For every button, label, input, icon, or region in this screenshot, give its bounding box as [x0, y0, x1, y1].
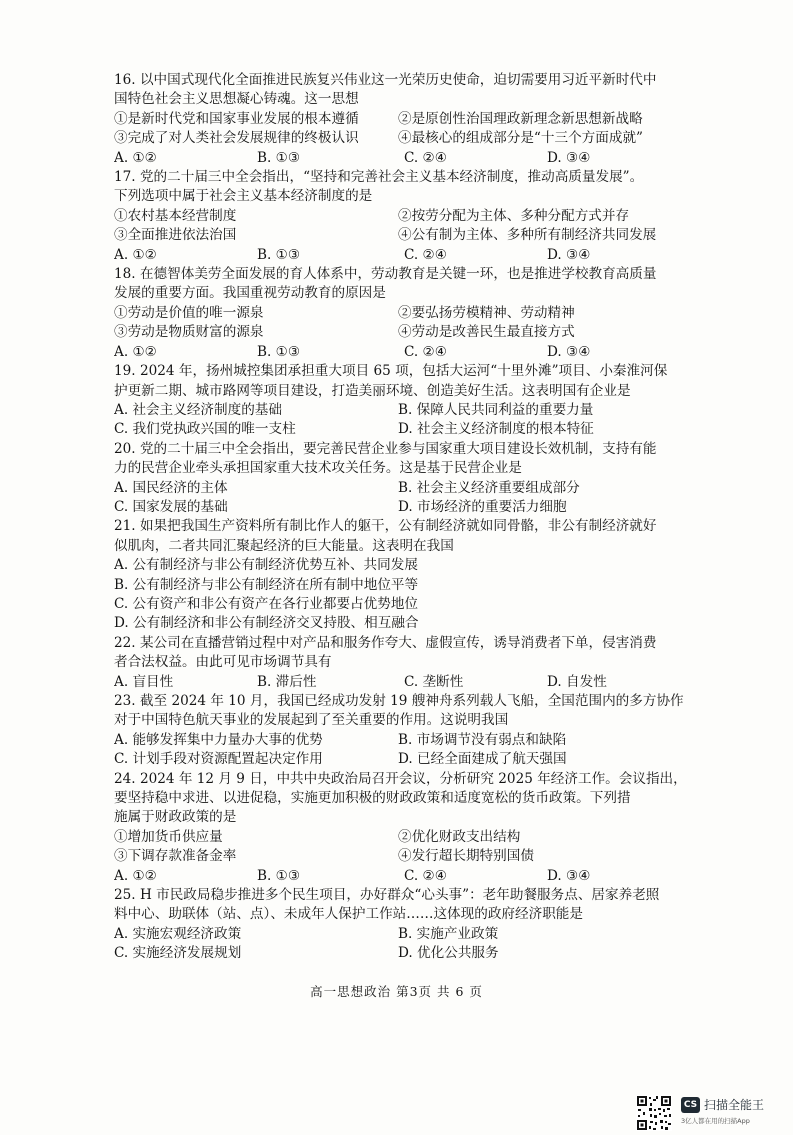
page-footer: 高一思想政治 第3页 共 6 页 [310, 984, 483, 999]
question-stem-continued: 者合法权益。由此可见市场调节具有 [114, 654, 332, 671]
options-group [114, 479, 686, 518]
answer-option: A. 社会主义经济制度的基础 [114, 401, 282, 418]
answer-option: D. 公有制经济和非公有制经济交叉持股、相互融合 [114, 615, 419, 632]
answer-option: C. ②④ [404, 246, 447, 263]
options-group [114, 867, 686, 886]
question-stem: 22. 某公司在直播营销过程中对产品和服务作夸大、虚假宣传，诱导消费者下单，侵害消费 [114, 634, 657, 651]
answer-option: ③全面推进依法治国 [114, 227, 237, 244]
question-stem-continued: 护更新二期、城市路网等项目建设，打造美丽环境、创造美好生活。这表明国有企业是 [114, 382, 631, 399]
answer-option: B. ①③ [257, 343, 301, 360]
question-25 [114, 886, 686, 964]
question-stem: 17. 党的二十届三中全会指出，“坚持和完善社会主义基本经济制度，推动高质量发展”。 [114, 169, 644, 186]
camscanner-logo-icon: CS [681, 1097, 700, 1113]
question-stem-continued: 对于中国特色航天事业的发展起到了至关重要的作用。这说明我国 [114, 712, 509, 729]
question-18 [114, 265, 686, 362]
question-stem: 18. 在德智体美劳全面发展的育人体系中，劳动教育是关键一环，也是推进学校教育高质量 [114, 266, 657, 283]
answer-option: B. ①③ [257, 246, 301, 263]
question-16 [114, 71, 686, 168]
answer-option: A. 能够发挥集中力量办大事的优势 [114, 731, 323, 748]
answer-option: B. 公有制经济与非公有制经济在所有制中地位平等 [114, 576, 419, 593]
options-group [114, 343, 686, 362]
answer-option: D. 优化公共服务 [398, 945, 499, 962]
answer-option: B. 保障人民共同利益的重要力量 [398, 401, 594, 418]
question-stem-continued: 施属于财政政策的是 [114, 809, 237, 826]
scanner-app-tagline: 3亿人都在用的扫描App [681, 1117, 750, 1125]
question-20 [114, 440, 686, 518]
answer-option: C. ②④ [404, 343, 447, 360]
answer-option: ②按劳分配为主体、多种分配方式并存 [398, 207, 630, 224]
options-group [114, 149, 686, 168]
question-list [114, 71, 686, 964]
options-group [114, 673, 686, 692]
answer-option: D. ③④ [547, 867, 591, 884]
answer-option: ③劳动是物质财富的源泉 [114, 324, 264, 341]
question-stem: 20. 党的二十届三中全会指出，要完善民营企业参与国家重大项目建设长效机制，支持有能 [114, 440, 657, 457]
question-stem-continued: 似肌肉，二者共同汇聚起经济的巨大能量。这表明在我国 [114, 537, 454, 554]
answer-option: D. 自发性 [547, 673, 607, 690]
answer-option: B. 社会主义经济重要组成部分 [398, 479, 580, 496]
question-21 [114, 517, 686, 633]
answer-option: ③下调存款准备金率 [114, 848, 237, 865]
answer-option: C. ②④ [404, 867, 447, 884]
question-stem-continued: 料中心、助联体（站、点）、未成年人保护工作站……这体现的政府经济职能是 [114, 906, 583, 923]
answer-option: ④最核心的组成部分是“十三个方面成就” [398, 130, 643, 147]
answer-option: D. ③④ [547, 343, 591, 360]
answer-option: ④公有制为主体、多种所有制经济共同发展 [398, 227, 657, 244]
options-group [114, 828, 686, 867]
question-stem: 16. 以中国式现代化全面推进民族复兴伟业这一光荣历史使命，迫切需要用习近平新时代中 [114, 72, 657, 88]
question-23 [114, 692, 686, 770]
question-stem: 23. 截至 2024 年 10 月，我国已经成功发射 19 艘神舟系列载人飞船，全国范围内的多方协作 [114, 693, 684, 709]
answer-option: D. ③④ [547, 149, 591, 166]
question-stem: 25. H 市民政局稳步推进多个民生项目，办好群众“心头事”：老年助餐服务点、居家养老照 [114, 887, 660, 904]
answer-option: C. 公有资产和非公有资产在各行业都要占优势地位 [114, 595, 419, 612]
answer-option: A. 实施宏观经济政策 [114, 925, 242, 942]
answer-option: ①是新时代党和国家事业发展的根本遵循 [114, 110, 359, 127]
answer-option: C. 垄断性 [404, 673, 464, 690]
options-group [114, 110, 686, 149]
answer-option: B. 实施产业政策 [398, 925, 499, 942]
options-group [114, 556, 686, 634]
options-group [114, 207, 686, 246]
answer-option: A. 国民经济的主体 [114, 479, 228, 496]
answer-option: ④发行超长期特别国债 [398, 848, 534, 865]
answer-option: D. 已经全面建成了航天强国 [398, 751, 567, 768]
answer-option: A. 公有制经济与非公有制经济优势互补、共同发展 [114, 557, 418, 574]
question-stem-continued: 国特色社会主义思想凝心铸魂。这一思想 [114, 91, 359, 108]
qr-code-icon [636, 1095, 672, 1131]
question-24 [114, 770, 686, 886]
options-group [114, 401, 686, 440]
answer-option: ④劳动是改善民生最直接方式 [398, 324, 575, 341]
answer-option: B. 市场调节没有弱点和缺陷 [398, 731, 567, 748]
answer-option: D. 市场经济的重要活力细胞 [398, 498, 567, 515]
answer-option: A. ①② [114, 343, 157, 360]
answer-option: C. 国家发展的基础 [114, 498, 228, 515]
options-group [114, 731, 686, 770]
answer-option: ①农村基本经营制度 [114, 207, 237, 224]
question-stem-continued: 力的民营企业牵头承担国家重大技术攻关任务。这是基于民营企业是 [114, 460, 522, 477]
answer-option: B. ①③ [257, 867, 301, 884]
question-19 [114, 362, 686, 440]
answer-option: A. 盲目性 [114, 673, 174, 690]
answer-option: ②要弘扬劳模精神、劳动精神 [398, 304, 575, 321]
answer-option: C. 计划手段对资源配置起决定作用 [114, 751, 323, 768]
answer-option: B. ①③ [257, 149, 301, 166]
question-stem-continued: 下列选项中属于社会主义基本经济制度的是 [114, 188, 373, 205]
options-group [114, 925, 686, 964]
answer-option: ②是原创性治国理政新理念新思想新战略 [398, 110, 643, 127]
scanner-watermark [636, 1095, 786, 1135]
answer-option: A. ①② [114, 867, 157, 884]
answer-option: ③完成了对人类社会发展规律的终极认识 [114, 130, 359, 147]
answer-option: C. 实施经济发展规划 [114, 945, 242, 962]
answer-option: ②优化财政支出结构 [398, 828, 521, 845]
question-stem-continued: 要坚持稳中求进、以进促稳，实施更加积极的财政政策和适度宽松的货币政策。下列措 [114, 790, 631, 807]
answer-option: A. ①② [114, 149, 157, 166]
scanner-app-name: 扫描全能王 [704, 1098, 765, 1112]
question-stem: 21. 如果把我国生产资料所有制比作人的躯干，公有制经济就如同骨骼，非公有制经济就好 [114, 518, 657, 535]
question-stem-continued: 发展的重要方面。我国重视劳动教育的原因是 [114, 285, 386, 302]
answer-option: ①劳动是价值的唯一源泉 [114, 304, 264, 321]
options-group [114, 246, 686, 265]
question-22 [114, 634, 686, 692]
question-17 [114, 168, 686, 265]
question-stem: 19. 2024 年，扬州城控集团承担重大项目 65 项，包括大运河“十里外滩”项目、小秦淮河保 [114, 363, 668, 380]
answer-option: C. ②④ [404, 149, 447, 166]
question-stem: 24. 2024 年 12 月 9 日，中共中央政治局召开会议，分析研究 2025 年经济工作。会议指出， [114, 770, 687, 787]
answer-option: C. 我们党执政兴国的唯一支柱 [114, 421, 296, 438]
answer-option: D. ③④ [547, 246, 591, 263]
answer-option: D. 社会主义经济制度的根本特征 [398, 421, 594, 438]
answer-option: ①增加货币供应量 [114, 828, 223, 845]
answer-option: A. ①② [114, 246, 157, 263]
options-group [114, 304, 686, 343]
answer-option: B. 滞后性 [257, 673, 317, 690]
